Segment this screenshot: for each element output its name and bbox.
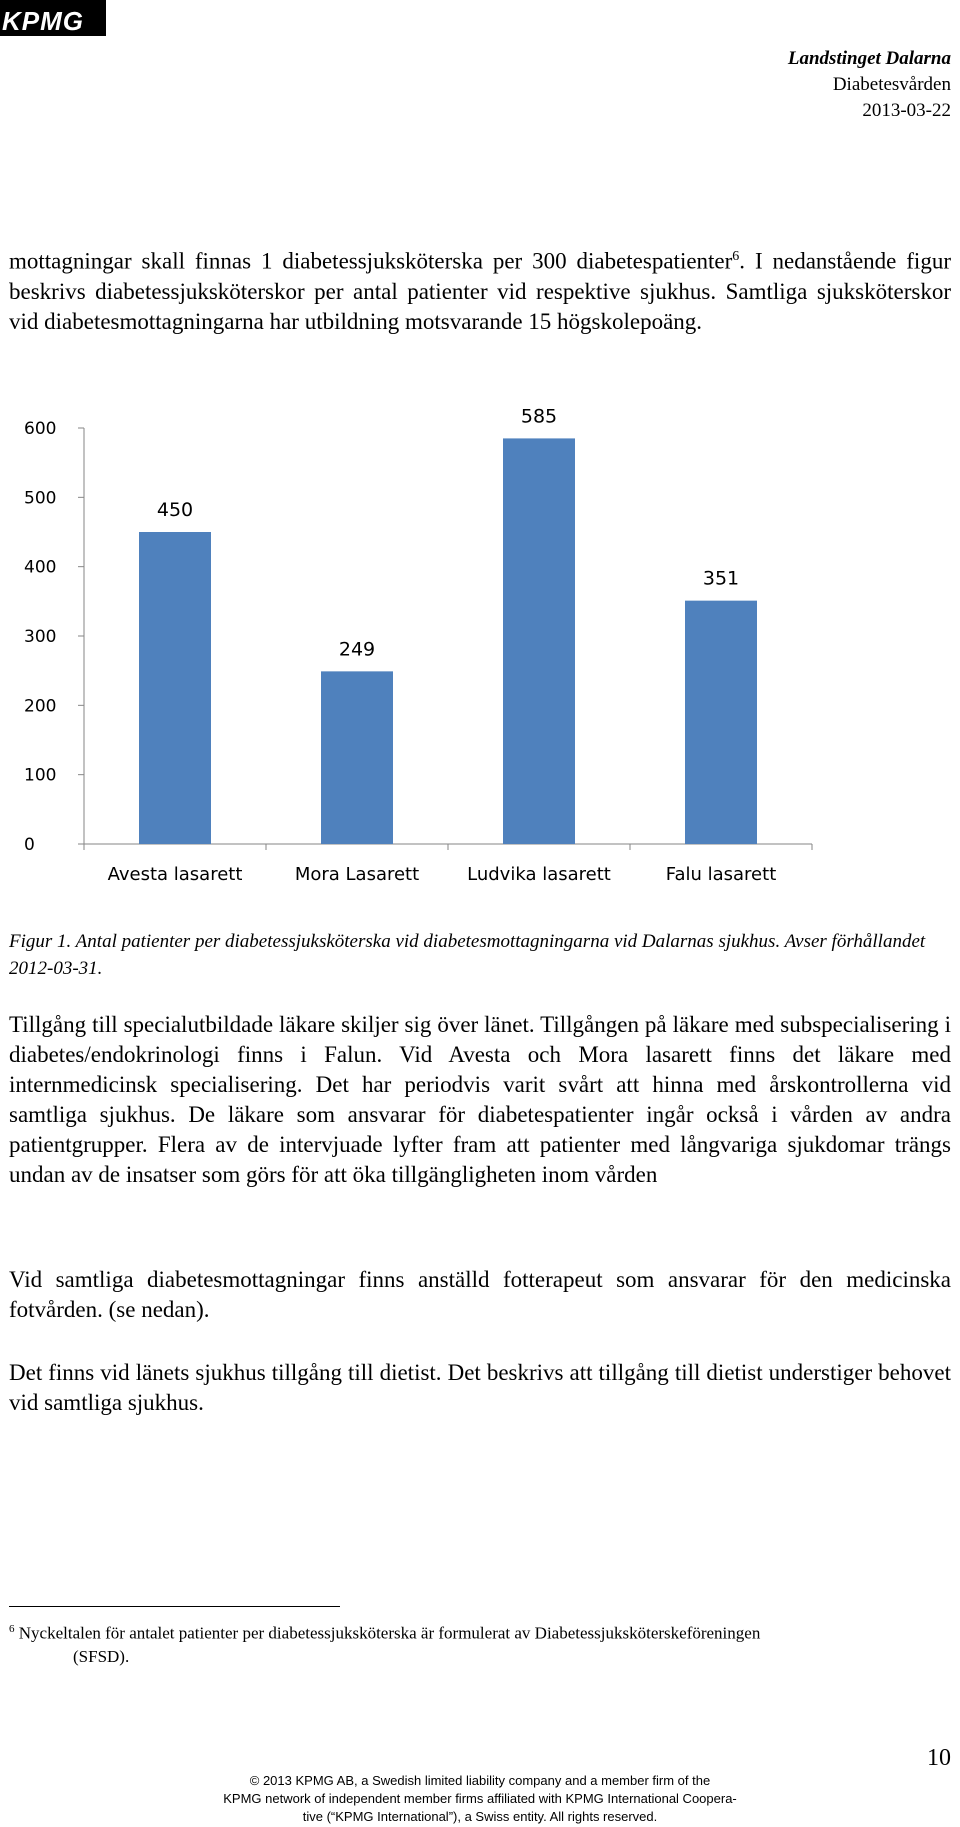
specialist-paragraph: Tillgång till specialutbildade läkare skiljer sig över länet. Tillgången på läkare med subspecialisering i diabetes/endokrinologi finns i Falun. Vid Avesta och Mora lasarett finns det läkare med internmedicinsk specialisering. Det har periodvis varit svårt att hinna med årskontrollerna vid samtliga sjukhus. De läkare som ansvarar för diabetespatienter ingår också i vården av andra patientgrupper. Flera av de intervjuade lyfter fram att patienter med långvariga sjukdomar trängs undan av de insatser som görs för att öka tillgängligheten inom vården [9,1012,951,1187]
bar-chart [0,400,960,900]
logo-text: KPMG [2,6,84,36]
intro-paragraph [9,242,951,337]
kpmg-logo [0,0,106,36]
copyright-line-3: tive (“KPMG International”), a Swiss entity. All rights reserved. [302,1809,658,1824]
foot-therapist-paragraph: Vid samtliga diabetesmottagningar finns anställd fotterapeut som ansvarar för den medicinska fotvården. (se nedan). [9,1267,951,1322]
data-label: 450 [156,499,194,521]
copyright-notice [200,1772,760,1826]
intro-text-a: mottagningar skall finnas 1 diabetessjuksköterska per 300 diabetespatienter [9,248,733,274]
copyright-line-2: KPMG network of independent member firms affiliated with KPMG International Coopera- [223,1791,737,1806]
footnote-ref: 6 [732,249,740,264]
y-tick-label: 200 [24,696,57,717]
bar [321,671,393,844]
bar [139,532,211,844]
y-tick-label: 400 [24,557,57,578]
intro-text-b: . I nedanstående figur beskrivs diabetessjuksköterskor per antal patienter vid respektive sjukhus. Samtliga sjuksköterskor vid diabetesmottagningarna har utbildning motsvarande 15 högskolepoäng. [9,248,951,334]
footnote-number: 6 [9,1623,15,1635]
data-label: 585 [520,405,558,428]
category-label: Avesta lasarett [107,864,243,885]
footnote-text-cont: (SFSD). [73,1646,130,1666]
y-tick-label: 300 [24,627,57,647]
category-label: Ludvika lasarett [467,864,611,885]
data-label: 249 [338,638,376,661]
header-org: Landstinget Dalarna [787,48,951,69]
category-label: Falu lasarett [665,864,777,885]
y-tick-label: 100 [24,765,57,786]
bar [685,601,757,844]
y-tick-label: 0 [24,835,35,855]
copyright-line-1: © 2013 KPMG AB, a Swedish limited liability company and a member firm of the [249,1773,711,1788]
category-label: Mora Lasarett [294,864,420,885]
footnote-rule [9,1606,340,1607]
page-number: 10 [927,1745,951,1771]
page-header [788,46,951,124]
footnote [9,1618,951,1668]
dietitian-paragraph: Det finns vid länets sjukhus tillgång till dietist. Det beskrivs att tillgång till dietist understiger behovet vid samtliga sjukhus. [9,1360,951,1415]
header-dept: Diabetesvården [832,74,951,95]
figure-caption: Figur 1. Antal patienter per diabetessjuksköterska vid diabetesmottagningarna vid Dalarnas sjukhus. Avser förhållandet 2012-03-31. [9,931,926,979]
y-tick-label: 500 [24,488,57,509]
footnote-text: Nyckeltalen för antalet patienter per diabetessjuksköterska är formulerat av Diabetessjuksköterskeföreningen [14,1623,761,1643]
y-tick-label: 600 [24,419,57,439]
header-date: 2013-03-22 [862,100,951,121]
bar [503,438,575,844]
data-label: 351 [702,567,740,590]
